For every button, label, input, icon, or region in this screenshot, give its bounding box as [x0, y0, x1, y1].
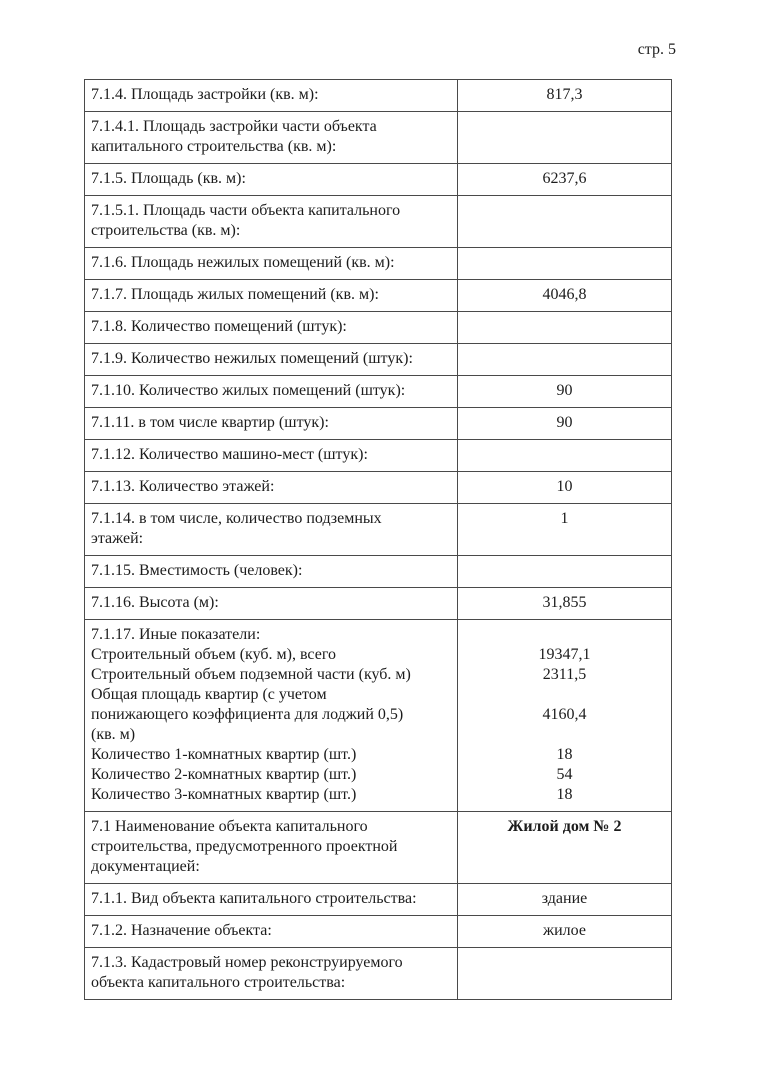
- table-row: [85, 588, 672, 620]
- label-line: 7.1.6. Площадь нежилых помещений (кв. м):: [91, 254, 395, 271]
- label-line: 7.1.4. Площадь застройки (кв. м):: [91, 86, 319, 103]
- row-label-cell: [85, 812, 458, 884]
- table-row: [85, 196, 672, 248]
- label-line: 7.1.9. Количество нежилых помещений (штук):: [91, 350, 413, 367]
- row-value-cell: [458, 280, 672, 312]
- table-row: [85, 280, 672, 312]
- row-label-cell: [85, 280, 458, 312]
- row-value-cell: [458, 440, 672, 472]
- label-line: 7.1.8. Количество помещений (штук):: [91, 318, 347, 335]
- table-row: [85, 472, 672, 504]
- row-value-cell: [458, 884, 672, 916]
- table-row: [85, 556, 672, 588]
- label-line: 7.1.1. Вид объекта капитального строительства:: [91, 890, 417, 907]
- value-line: 1: [560, 510, 569, 527]
- value-line: 6237,6: [542, 170, 587, 187]
- value-line: [464, 725, 665, 745]
- row-value-cell: [458, 948, 672, 1000]
- table-row: [85, 948, 672, 1000]
- row-label-cell: [85, 620, 458, 812]
- table-row: [85, 80, 672, 112]
- row-value-cell: [458, 112, 672, 164]
- row-label-cell: [85, 948, 458, 1000]
- label-line: понижающего коэффициента для лоджий 0,5): [91, 706, 404, 723]
- row-value-cell: [458, 164, 672, 196]
- value-line: [464, 625, 665, 645]
- label-line: Общая площадь квартир (с учетом: [91, 686, 327, 703]
- value-line: 18: [556, 746, 573, 763]
- parameters-table: [84, 79, 672, 1000]
- row-label-cell: [85, 408, 458, 440]
- table-row: [85, 376, 672, 408]
- value-line: 31,855: [542, 594, 587, 611]
- table-row: [85, 112, 672, 164]
- label-line: Количество 1-комнатных квартир (шт.): [91, 746, 357, 763]
- row-value-cell: [458, 344, 672, 376]
- row-value-cell: [458, 312, 672, 344]
- row-label-cell: [85, 916, 458, 948]
- label-line: 7.1.14. в том числе, количество подземных: [91, 510, 382, 527]
- table-row: [85, 312, 672, 344]
- label-line: Количество 3-комнатных квартир (шт.): [91, 786, 357, 803]
- table-row: [85, 812, 672, 884]
- table-row: [85, 248, 672, 280]
- label-line: документацией:: [91, 858, 200, 875]
- label-line: 7.1.2. Назначение объекта:: [91, 922, 272, 939]
- label-line: 7.1.12. Количество машино-мест (штук):: [91, 446, 368, 463]
- table-row: [85, 620, 672, 812]
- row-value-cell: [458, 556, 672, 588]
- row-value-cell: [458, 916, 672, 948]
- label-line: 7.1.5. Площадь (кв. м):: [91, 170, 246, 187]
- label-line: 7.1.15. Вместимость (человек):: [91, 562, 303, 579]
- label-line: 7.1.16. Высота (м):: [91, 594, 219, 611]
- value-line: 10: [556, 478, 573, 495]
- label-line: Строительный объем (куб. м), всего: [91, 646, 336, 663]
- row-label-cell: [85, 312, 458, 344]
- row-label-cell: [85, 376, 458, 408]
- row-value-cell: [458, 472, 672, 504]
- row-value-cell: [458, 80, 672, 112]
- row-label-cell: [85, 504, 458, 556]
- table-row: [85, 440, 672, 472]
- row-label-cell: [85, 884, 458, 916]
- label-line: объекта капитального строительства:: [91, 974, 346, 991]
- label-line: 7.1.13. Количество этажей:: [91, 478, 275, 495]
- row-value-cell: [458, 248, 672, 280]
- value-line: 90: [556, 382, 573, 399]
- row-value-cell: [458, 588, 672, 620]
- value-line: [464, 685, 665, 705]
- row-value-cell: [458, 812, 672, 884]
- table-row: [85, 504, 672, 556]
- page-number: стр. 5: [637, 41, 676, 58]
- label-line: 7.1 Наименование объекта капитального: [91, 818, 368, 835]
- label-line: 7.1.5.1. Площадь части объекта капитального: [91, 202, 401, 219]
- label-line: строительства, предусмотренного проектной: [91, 838, 398, 855]
- value-line: 817,3: [546, 86, 583, 103]
- table-row: [85, 408, 672, 440]
- table-body: [85, 80, 672, 1000]
- row-value-cell: [458, 620, 672, 812]
- row-value-cell: [458, 408, 672, 440]
- label-line: Строительный объем подземной части (куб. м): [91, 666, 411, 683]
- table-row: [85, 916, 672, 948]
- row-label-cell: [85, 472, 458, 504]
- value-line: 54: [556, 766, 573, 783]
- value-line: 18: [556, 786, 573, 803]
- label-line: капитального строительства (кв. м):: [91, 138, 337, 155]
- label-line: строительства (кв. м):: [91, 222, 241, 239]
- row-label-cell: [85, 556, 458, 588]
- row-label-cell: [85, 196, 458, 248]
- value-line: 90: [556, 414, 573, 431]
- label-line: 7.1.7. Площадь жилых помещений (кв. м):: [91, 286, 379, 303]
- value-line: 4160,4: [542, 706, 587, 723]
- table-row: [85, 344, 672, 376]
- label-line: этажей:: [91, 530, 144, 547]
- value-line: здание: [541, 890, 588, 907]
- row-label-cell: [85, 588, 458, 620]
- row-value-cell: [458, 376, 672, 408]
- value-line: 4046,8: [542, 286, 587, 303]
- row-label-cell: [85, 80, 458, 112]
- label-line: 7.1.4.1. Площадь застройки части объекта: [91, 118, 377, 135]
- label-line: 7.1.10. Количество жилых помещений (штук):: [91, 382, 406, 399]
- label-line: Количество 2-комнатных квартир (шт.): [91, 766, 357, 783]
- table-row: [85, 884, 672, 916]
- label-line: 7.1.11. в том числе квартир (штук):: [91, 414, 329, 431]
- value-line: Жилой дом № 2: [507, 818, 622, 835]
- row-label-cell: [85, 344, 458, 376]
- row-value-cell: [458, 196, 672, 248]
- table-row: [85, 164, 672, 196]
- value-line: 2311,5: [542, 666, 587, 683]
- row-label-cell: [85, 440, 458, 472]
- label-line: (кв. м): [91, 726, 136, 743]
- row-value-cell: [458, 504, 672, 556]
- row-label-cell: [85, 164, 458, 196]
- value-line: 19347,1: [538, 646, 591, 663]
- row-label-cell: [85, 112, 458, 164]
- label-line: 7.1.17. Иные показатели:: [91, 626, 261, 643]
- label-line: 7.1.3. Кадастровый номер реконструируемого: [91, 954, 403, 971]
- row-label-cell: [85, 248, 458, 280]
- value-line: жилое: [543, 922, 586, 939]
